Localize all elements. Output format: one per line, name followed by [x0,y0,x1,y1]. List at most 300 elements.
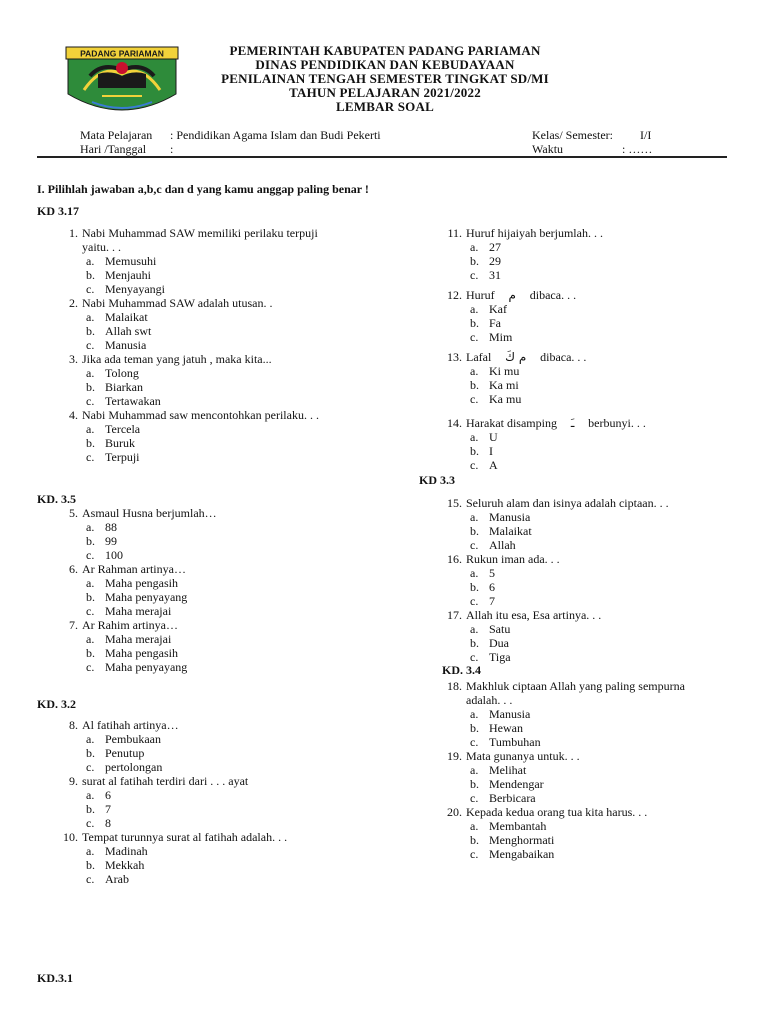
answer-option [82,604,346,618]
option-text: Tertawakan [105,394,161,408]
answer-option [82,534,346,548]
option-text: Manusia [489,707,531,721]
answer-options [82,254,346,296]
question-12 [440,288,740,344]
option-letter: a. [86,520,95,534]
option-letter: b. [470,316,479,330]
question-text [466,288,740,302]
question-20 [440,805,740,861]
question-text [466,350,740,364]
question-9 [56,774,346,830]
answer-option [466,622,740,636]
time-value: : …… [622,142,653,156]
answer-option [82,450,346,464]
answer-option [466,458,740,472]
question-number: 10. [63,830,78,844]
answer-option [466,330,740,344]
question-text [466,679,700,707]
section-kd-3-1: KD.3.1 [37,971,73,985]
option-text: Maha pengasih [105,576,178,590]
option-text: Maha penyayang [105,660,188,674]
option-letter: c. [470,791,479,805]
answer-option [82,268,346,282]
option-letter: b. [470,378,479,392]
answer-option [466,847,740,861]
option-text: Ka mi [489,378,519,392]
question-number: 19. [447,749,462,763]
question-text [466,552,740,566]
date-value: : [170,142,174,156]
option-letter: a. [86,576,95,590]
answer-options [82,422,346,464]
class-value: I/I [640,128,652,142]
option-letter: b. [86,858,95,872]
option-text: Malaikat [489,524,532,538]
question-text [466,805,740,819]
answer-option [82,660,346,674]
question-8 [56,718,346,774]
option-text: 6 [105,788,111,802]
option-text: Arab [105,872,129,886]
logo-banner-text: PADANG PARIAMAN [80,48,164,59]
answer-option [82,816,346,830]
option-text: Hewan [489,721,523,735]
question-stem: Allah itu esa, Esa artinya. . . [466,608,602,622]
option-letter: b. [470,524,479,538]
question-stem: Nabi Muhammad SAW adalah utusan. . [82,296,273,310]
option-text: 88 [105,520,117,534]
header-line-3: PENILAINAN TENGAH SEMESTER TINGKAT SD/MI [221,71,549,86]
answer-option [82,858,346,872]
question-number: 8. [69,718,78,732]
answer-option [82,366,346,380]
answer-option [82,788,346,802]
question-7 [56,618,346,674]
question-number: 13. [447,350,462,364]
answer-option [82,324,346,338]
option-text: Membantah [489,819,547,833]
option-text: Madinah [105,844,148,858]
question-stem: Asmaul Husna berjumlah… [82,506,217,520]
district-logo [62,44,182,118]
subject-value: : Pendidikan Agama Islam dan Budi Pekerti [170,128,381,142]
question-stem: surat al fatihah terdiri dari . . . ayat [82,774,249,788]
question-number: 6. [69,562,78,576]
option-text: Dua [489,636,509,650]
answer-options [466,430,740,472]
option-letter: a. [470,763,479,777]
arabic-letter: م [504,288,520,302]
question-14 [440,416,740,472]
answer-option [82,632,346,646]
question-stem: Nabi Muhammad saw mencontohkan perilaku. . . [82,408,319,422]
answer-option [82,548,346,562]
answer-option [466,254,740,268]
option-letter: c. [86,760,95,774]
answer-option [466,650,740,664]
question-stem: Tempat turunnya surat al fatihah adalah. . . [82,830,288,844]
question-15 [440,496,740,552]
option-letter: a. [470,819,479,833]
answer-options [82,844,346,886]
answer-option [466,636,740,650]
question-17 [440,608,740,664]
question-stem: Jika ada teman yang jatuh , maka kita... [82,352,272,366]
arabic-letter: م كَ [501,350,531,364]
answer-option [82,746,346,760]
question-number: 16. [447,552,462,566]
question-number: 3. [69,352,78,366]
question-stem: Kepada kedua orang tua kita harus. . . [466,805,648,819]
option-text: 7 [489,594,495,608]
answer-option [82,872,346,886]
answer-option [466,392,740,406]
question-text [466,226,740,240]
option-text: Menyayangi [105,282,165,296]
answer-option [82,646,346,660]
option-text: 6 [489,580,495,594]
question-stem: Al fatihah artinya… [82,718,179,732]
question-text [82,352,346,366]
option-letter: b. [86,268,95,282]
option-letter: a. [470,364,479,378]
question-stem-suffix: dibaca. . . [540,350,587,364]
answer-option [466,594,740,608]
option-letter: b. [470,777,479,791]
answer-options [466,302,740,344]
option-text: A [489,458,498,472]
question-stem: Mata gunanya untuk. . . [466,749,580,763]
question-stem: Harakat disamping [466,416,557,430]
option-letter: a. [470,566,479,580]
question-stem: Makhluk ciptaan Allah yang paling sempurna adalah. . . [466,679,685,707]
option-text: Berbicara [489,791,536,805]
question-1 [56,226,346,296]
answer-option [466,444,740,458]
option-letter: b. [86,534,95,548]
option-letter: b. [470,580,479,594]
option-letter: a. [86,310,95,324]
question-stem-suffix: dibaca. . . [529,288,577,302]
option-letter: a. [470,707,479,721]
option-letter: b. [86,380,95,394]
option-letter: c. [470,392,479,406]
subject-label: Mata Pelajaran [80,128,153,142]
option-text: Penutup [105,746,145,760]
answer-option [466,763,740,777]
answer-option [466,735,700,749]
option-text: Melihat [489,763,527,777]
section-kd-3-17: KD 3.17 [37,204,79,218]
answer-option [466,707,700,721]
section-kd-3-5: KD. 3.5 [37,492,76,506]
question-number: 12. [447,288,462,302]
option-letter: c. [470,268,479,282]
option-letter: a. [86,366,95,380]
answer-option [82,282,346,296]
option-letter: b. [86,802,95,816]
option-letter: b. [470,444,479,458]
answer-option [466,777,740,791]
option-text: I [489,444,493,458]
option-letter: c. [470,847,479,861]
option-text: Memusuhi [105,254,157,268]
question-number: 14. [447,416,462,430]
header-divider [37,156,727,158]
option-text: Mim [489,330,513,344]
option-letter: c. [86,338,95,352]
option-text: Mekkah [105,858,145,872]
question-number: 18. [447,679,462,693]
answer-option [466,302,740,316]
answer-option [82,310,346,324]
option-text: 7 [105,802,111,816]
answer-options [466,240,740,282]
option-text: Mengabaikan [489,847,555,861]
answer-option [82,422,346,436]
option-text: Tumbuhan [489,735,541,749]
option-text: Ki mu [489,364,520,378]
answer-options [466,566,740,608]
question-stem: Huruf hijaiyah berjumlah. . . [466,226,603,240]
answer-options [466,622,740,664]
option-letter: c. [470,594,479,608]
time-label: Waktu [532,142,564,156]
answer-option [82,802,346,816]
question-number: 15. [447,496,462,510]
option-letter: b. [470,636,479,650]
option-letter: c. [470,650,479,664]
answer-option [82,394,346,408]
answer-option [466,430,740,444]
question-number: 5. [69,506,78,520]
answer-options [466,763,740,805]
question-text [82,296,346,310]
question-stem: Ar Rahim artinya… [82,618,178,632]
answer-option [82,254,346,268]
question-5 [56,506,346,562]
question-3 [56,352,346,408]
option-text: Kaf [489,302,507,316]
option-text: Manusia [105,338,147,352]
question-stem: Ar Rahman artinya… [82,562,186,576]
option-text: 100 [105,548,123,562]
option-letter: a. [86,732,95,746]
option-letter: a. [86,844,95,858]
option-text: Tolong [105,366,139,380]
option-letter: b. [86,590,95,604]
answer-option [466,240,740,254]
question-text [82,618,346,632]
question-number: 11. [447,226,462,240]
option-text: Fa [489,316,501,330]
answer-option [466,538,740,552]
question-text [82,562,346,576]
option-letter: b. [86,646,95,660]
option-text: Maha merajai [105,604,172,618]
option-text: Malaikat [105,310,148,324]
option-letter: c. [86,872,95,886]
option-text: Satu [489,622,511,636]
question-number: 20. [447,805,462,819]
answer-option [466,791,740,805]
question-text [466,608,740,622]
question-text [82,830,346,844]
question-10 [56,830,346,886]
answer-option [466,833,740,847]
option-letter: a. [86,422,95,436]
question-19 [440,749,740,805]
option-text: Menjauhi [105,268,151,282]
option-letter: b. [470,833,479,847]
option-letter: a. [470,240,479,254]
option-letter: c. [86,394,95,408]
question-text [82,506,346,520]
option-text: 5 [489,566,495,580]
answer-option [466,580,740,594]
option-letter: b. [86,324,95,338]
option-text: Mendengar [489,777,544,791]
option-letter: a. [470,302,479,316]
option-letter: a. [86,632,95,646]
question-13 [440,350,740,406]
instruction-text: I. Pilihlah jawaban a,b,c dan d yang kamu anggap paling benar ! [37,182,369,196]
question-number: 9. [69,774,78,788]
option-letter: c. [470,735,479,749]
option-letter: a. [86,788,95,802]
option-text: 99 [105,534,117,548]
option-text: Pembukaan [105,732,161,746]
option-letter: c. [470,458,479,472]
option-letter: c. [470,538,479,552]
option-text: Terpuji [105,450,140,464]
answer-option [466,721,700,735]
answer-option [466,510,740,524]
header-line-1: PEMERINTAH KABUPATEN PADANG PARIAMAN [229,43,541,58]
option-text: Ka mu [489,392,522,406]
answer-option [466,819,740,833]
option-text: Manusia [489,510,531,524]
question-stem: Seluruh alam dan isinya adalah ciptaan. . . [466,496,669,510]
question-11 [440,226,740,282]
answer-options [82,632,346,674]
answer-options [82,732,346,774]
answer-option [82,338,346,352]
question-stem: Nabi Muhammad SAW memiliki perilaku terpuji yaitu. . . [82,226,318,254]
option-text: pertolongan [105,760,163,774]
answer-options [466,819,740,861]
class-label: Kelas/ Semester: [532,128,613,142]
option-letter: b. [86,436,95,450]
header-line-5: LEMBAR SOAL [336,99,434,114]
answer-options [82,788,346,830]
answer-option [466,378,740,392]
option-letter: c. [86,548,95,562]
answer-option [82,844,346,858]
answer-options [82,366,346,408]
option-text: 8 [105,816,111,830]
answer-option [466,364,740,378]
document-header [180,44,590,114]
option-text: Allah swt [105,324,152,338]
question-number: 7. [69,618,78,632]
header-line-4: TAHUN PELAJARAN 2021/2022 [289,85,481,100]
question-16 [440,552,740,608]
option-text: Allah [489,538,516,552]
question-text [466,749,740,763]
question-stem: Lafal [466,350,492,364]
question-number: 17. [447,608,462,622]
question-stem: Rukun iman ada. . . [466,552,560,566]
option-letter: b. [470,254,479,268]
option-letter: a. [470,622,479,636]
answer-options [466,707,700,749]
option-letter: a. [470,430,479,444]
question-number: 1. [69,226,78,240]
option-text: Biarkan [105,380,143,394]
option-text: Tercela [105,422,141,436]
option-letter: c. [86,282,95,296]
question-stem-suffix: berbunyi. . . [588,416,646,430]
answer-options [466,364,740,406]
option-letter: c. [86,660,95,674]
option-letter: c. [470,330,479,344]
question-text [82,226,346,254]
date-label: Hari /Tanggal [80,142,147,156]
option-letter: a. [470,510,479,524]
answer-option [82,760,346,774]
option-text: 27 [489,240,501,254]
answer-options [466,510,740,552]
question-4 [56,408,346,464]
header-line-2: DINAS PENDIDIKAN DAN KEBUDAYAAN [255,57,515,72]
question-stem: Huruf [466,288,495,302]
section-kd-3-3: KD 3.3 [419,473,455,487]
section-kd-3-2: KD. 3.2 [37,697,76,711]
option-letter: c. [86,816,95,830]
question-text [466,416,740,430]
answer-option [82,732,346,746]
option-text: U [489,430,498,444]
option-text: Menghormati [489,833,555,847]
option-letter: b. [470,721,479,735]
answer-option [82,520,346,534]
question-text [82,774,346,788]
answer-options [82,520,346,562]
question-text [82,718,346,732]
option-text: Buruk [105,436,135,450]
question-2 [56,296,346,352]
option-text: Maha penyayang [105,590,188,604]
question-text [466,496,740,510]
answer-option [466,316,740,330]
option-letter: b. [86,746,95,760]
option-text: Maha merajai [105,632,172,646]
option-text: Maha pengasih [105,646,178,660]
option-letter: c. [86,604,95,618]
question-number: 4. [69,408,78,422]
answer-option [82,576,346,590]
question-number: 2. [69,296,78,310]
section-kd-3-4: KD. 3.4 [442,663,481,677]
answer-options [82,576,346,618]
option-text: Tiga [489,650,511,664]
option-text: 29 [489,254,501,268]
question-text [82,408,346,422]
answer-option [466,524,740,538]
answer-option [82,590,346,604]
option-letter: c. [86,450,95,464]
